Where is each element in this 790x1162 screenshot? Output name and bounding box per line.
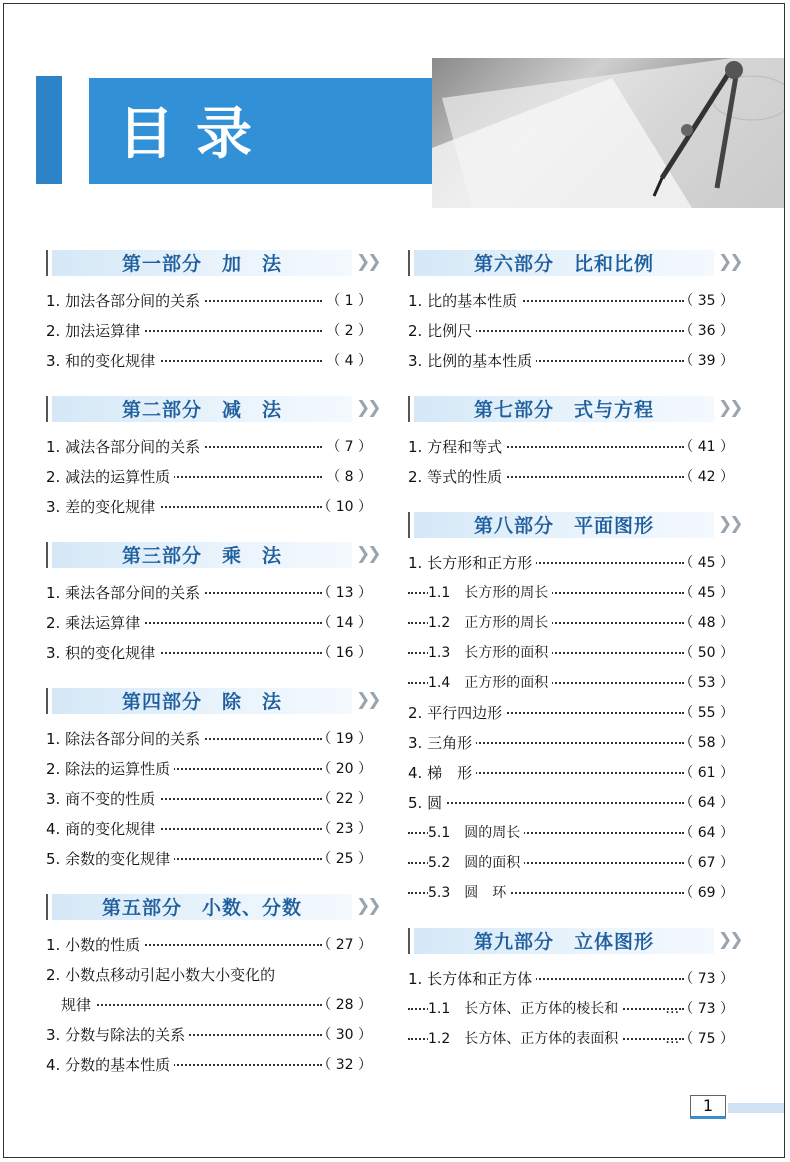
double-chevron-icon: ❯❯ (718, 514, 741, 534)
entry-page: （ 45 ） (679, 585, 734, 601)
entry-title: 1.2 正方形的周长 (428, 608, 552, 638)
entry-page: （ 23 ） (317, 821, 372, 837)
toc-entry[interactable] (400, 788, 740, 818)
entry-page: （ 22 ） (317, 791, 372, 807)
entry-title: 3. 和的变化规律 (46, 346, 159, 376)
entry-title: 1. 方程和等式 (408, 432, 506, 462)
section-heading (400, 246, 740, 280)
toc-entry[interactable] (400, 608, 740, 638)
entry-title: 1. 小数的性质 (46, 930, 144, 960)
section-gap (38, 874, 378, 890)
section-heading (400, 392, 740, 426)
entry-title: 1.2 长方体、正方体的表面积 (428, 1024, 622, 1054)
heading-bar (46, 396, 48, 422)
heading-bar (408, 512, 410, 538)
entry-title: 1. 除法各部分间的关系 (46, 724, 204, 754)
toc-entry[interactable] (400, 698, 740, 728)
entry-title: 3. 三角形 (408, 728, 476, 758)
entry-title: 规律 (46, 990, 95, 1020)
heading-bar (46, 894, 48, 920)
entry-title: 2. 比例尺 (408, 316, 476, 346)
page-number: 1 (690, 1095, 726, 1119)
entry-title: 1. 减法各部分间的关系 (46, 432, 204, 462)
toc-entry[interactable] (38, 724, 378, 754)
toc-entry[interactable] (400, 346, 740, 376)
section-gap (38, 668, 378, 684)
entry-title: 4. 分数的基本性质 (46, 1050, 174, 1080)
toc-entry[interactable] (38, 578, 378, 608)
toc-entry[interactable] (38, 316, 378, 346)
toc-entry[interactable] (38, 1050, 378, 1080)
entry-page: （ 73 ） (679, 971, 734, 987)
entry-title: 1.1 长方形的周长 (428, 578, 552, 608)
entry-title: 3. 分数与除法的关系 (46, 1020, 189, 1050)
section-heading (38, 392, 378, 426)
double-chevron-icon: ❯❯ (356, 896, 379, 916)
toc-entry[interactable] (38, 844, 378, 874)
toc-entry[interactable] (400, 548, 740, 578)
section-heading (38, 246, 378, 280)
entry-title: 3. 积的变化规律 (46, 638, 159, 668)
section-gap (400, 908, 740, 924)
entry-page: （ 69 ） (679, 885, 734, 901)
entry-page: （ 48 ） (679, 615, 734, 631)
toc-entry[interactable] (400, 462, 740, 492)
entry-page: （ 64 ） (679, 825, 734, 841)
entry-title: 2. 减法的运算性质 (46, 462, 174, 492)
entry-page: （ 39 ） (679, 353, 734, 369)
entry-page: （ 28 ） (317, 997, 372, 1013)
section-title: 第八部分 平面图形 (473, 515, 654, 537)
entry-page: （ 36 ） (679, 323, 734, 339)
entry-page: （ 42 ） (679, 469, 734, 485)
entry-page: （ 2 ） (326, 323, 372, 339)
entry-page: （ 53 ） (679, 675, 734, 691)
section-title: 第三部分 乘 法 (121, 545, 282, 567)
toc-entry[interactable] (38, 754, 378, 784)
double-chevron-icon: ❯❯ (718, 252, 741, 272)
toc-entry[interactable] (38, 462, 378, 492)
entry-title: 3. 比例的基本性质 (408, 346, 536, 376)
double-chevron-icon: ❯❯ (356, 544, 379, 564)
toc-entry[interactable] (400, 758, 740, 788)
entry-page: （ 14 ） (317, 615, 372, 631)
entry-title: 2. 平行四边形 (408, 698, 506, 728)
entry-page: （ 8 ） (326, 469, 372, 485)
entry-page: （ 13 ） (317, 585, 372, 601)
entry-page: （ 35 ） (679, 293, 734, 309)
toc-entry[interactable] (38, 960, 378, 990)
section-heading (38, 890, 378, 924)
heading-bar (408, 250, 410, 276)
section-heading (38, 538, 378, 572)
entry-title: 5.1 圆的周长 (428, 818, 524, 848)
entry-page: （ 50 ） (679, 645, 734, 661)
section-heading (38, 684, 378, 718)
toc-entry[interactable] (38, 346, 378, 376)
entry-page: …（ 75 ） (665, 1031, 734, 1047)
toc-entry[interactable] (400, 286, 740, 316)
entry-title: 4. 梯 形 (408, 758, 476, 788)
toc-entry[interactable] (400, 818, 740, 848)
toc-entry[interactable] (400, 578, 740, 608)
section-gap (400, 492, 740, 508)
section-title: 第九部分 立体图形 (473, 931, 654, 953)
entry-title: 5.2 圆的面积 (428, 848, 524, 878)
entry-title: 1.3 长方形的面积 (428, 638, 552, 668)
toc-entry[interactable] (400, 638, 740, 668)
entry-title: 1. 长方形和正方形 (408, 548, 536, 578)
toc-entry[interactable] (38, 784, 378, 814)
toc-entry[interactable] (400, 668, 740, 698)
entry-title: 1. 长方体和正方体 (408, 964, 536, 994)
entry-title: 1. 乘法各部分间的关系 (46, 578, 204, 608)
entry-title: 1. 比的基本性质 (408, 286, 521, 316)
double-chevron-icon: ❯❯ (356, 252, 379, 272)
toc-entry[interactable] (38, 930, 378, 960)
entry-page: （ 7 ） (326, 439, 372, 455)
entry-page: （ 1 ） (326, 293, 372, 309)
toc-entry[interactable] (38, 608, 378, 638)
heading-bar (408, 928, 410, 954)
heading-bar (46, 250, 48, 276)
entry-title: 5. 圆 (408, 788, 446, 818)
entry-page: （ 32 ） (317, 1057, 372, 1073)
entry-title: 3. 商不变的性质 (46, 784, 159, 814)
entry-page: （ 19 ） (317, 731, 372, 747)
double-chevron-icon: ❯❯ (356, 398, 379, 418)
entry-page: （ 61 ） (679, 765, 734, 781)
section-title: 第七部分 式与方程 (473, 399, 654, 421)
entry-page: （ 10 ） (317, 499, 372, 515)
section-heading (400, 924, 740, 958)
entry-page: （ 41 ） (679, 439, 734, 455)
section-title: 第二部分 减 法 (121, 399, 282, 421)
entry-title: 2. 等式的性质 (408, 462, 506, 492)
dot-leader (408, 802, 684, 804)
entry-page: （ 45 ） (679, 555, 734, 571)
toc-right-column (400, 246, 740, 1054)
section-title: 第六部分 比和比例 (473, 253, 654, 275)
heading-bar (408, 396, 410, 422)
entry-title: 2. 加法运算律 (46, 316, 144, 346)
toc-entry[interactable] (38, 432, 378, 462)
entry-title: 4. 商的变化规律 (46, 814, 159, 844)
double-chevron-icon: ❯❯ (718, 398, 741, 418)
double-chevron-icon: ❯❯ (356, 690, 379, 710)
toc-entry[interactable] (38, 814, 378, 844)
heading-bar (46, 542, 48, 568)
entry-title: 2. 乘法运算律 (46, 608, 144, 638)
page-number-bar (728, 1103, 784, 1113)
section-gap (400, 376, 740, 392)
entry-title: 1. 加法各部分间的关系 (46, 286, 204, 316)
entry-title: 3. 差的变化规律 (46, 492, 159, 522)
entry-page: （ 58 ） (679, 735, 734, 751)
compass-illustration (432, 58, 784, 208)
toc-entry[interactable] (38, 990, 378, 1020)
section-gap (38, 522, 378, 538)
entry-page: （ 25 ） (317, 851, 372, 867)
toc-entry[interactable] (400, 728, 740, 758)
toc-entry[interactable] (400, 316, 740, 346)
entry-title: 5. 余数的变化规律 (46, 844, 174, 874)
toc-entry[interactable] (38, 492, 378, 522)
entry-title: 5.3 圆 环 (428, 878, 510, 908)
page-title: 目录 (118, 102, 274, 167)
entry-title: 2. 除法的运算性质 (46, 754, 174, 784)
toc-entry[interactable] (400, 1024, 740, 1054)
entry-page: （ 16 ） (317, 645, 372, 661)
entry-page: （ 27 ） (317, 937, 372, 953)
entry-page: （ 20 ） (317, 761, 372, 777)
header-accent-bar (36, 76, 62, 184)
toc-entry[interactable] (400, 964, 740, 994)
section-title: 第五部分 小数、分数 (101, 897, 302, 919)
entry-page: （ 64 ） (679, 795, 734, 811)
section-title: 第一部分 加 法 (121, 253, 282, 275)
section-title: 第四部分 除 法 (121, 691, 282, 713)
entry-page: …（ 73 ） (665, 1001, 734, 1017)
double-chevron-icon: ❯❯ (718, 930, 741, 950)
toc-entry[interactable] (400, 848, 740, 878)
toc-entry[interactable] (38, 286, 378, 316)
entry-page: （ 67 ） (679, 855, 734, 871)
toc-entry[interactable] (38, 1020, 378, 1050)
entry-page: （ 30 ） (317, 1027, 372, 1043)
entry-page: （ 55 ） (679, 705, 734, 721)
toc-entry[interactable] (38, 638, 378, 668)
entry-title: 1.4 正方形的面积 (428, 668, 552, 698)
entry-page: （ 4 ） (326, 353, 372, 369)
toc-entry[interactable] (400, 994, 740, 1024)
section-heading (400, 508, 740, 542)
entry-title: 2. 小数点移动引起小数大小变化的 (46, 960, 279, 990)
toc-entry[interactable] (400, 878, 740, 908)
toc-left-column (38, 246, 378, 1080)
section-gap (38, 376, 378, 392)
toc-entry[interactable] (400, 432, 740, 462)
entry-title: 1.1 长方体、正方体的棱长和 (428, 994, 622, 1024)
heading-bar (46, 688, 48, 714)
